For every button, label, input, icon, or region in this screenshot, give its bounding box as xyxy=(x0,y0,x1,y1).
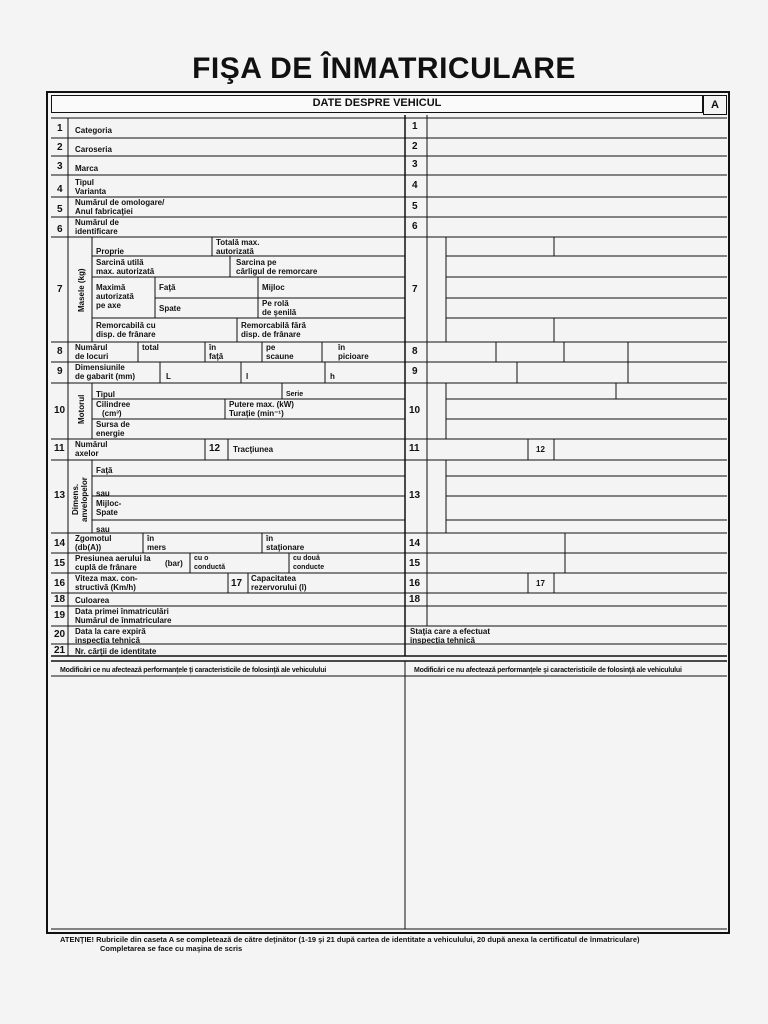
presiune-cudoua-1: cu două xyxy=(293,555,320,562)
putere-1: Putere max. (kW) xyxy=(229,400,294,409)
right-number-11: 11 xyxy=(409,443,420,454)
right-number-16: 16 xyxy=(409,578,421,589)
presiune-cuo-1: cu o xyxy=(194,555,209,562)
statia-label-2: inspecţia tehnică xyxy=(410,636,475,645)
right-number-15: 15 xyxy=(409,558,421,569)
section-title: DATE DESPRE VEHICUL xyxy=(312,97,442,109)
row-9-label-1: Dimensiunile xyxy=(75,363,125,372)
row-8-label-1: Numărul xyxy=(75,343,108,352)
maxima-label-1: Maximă xyxy=(96,283,126,292)
motorul-vertical-label: Motorul xyxy=(77,394,86,424)
dimens-vertical-label-2: anvelopelor xyxy=(80,477,89,522)
row-3-label: Marca xyxy=(75,164,99,173)
right-number-9: 9 xyxy=(412,366,418,377)
row-5-label-1: Numărul de omologare/ xyxy=(75,198,165,207)
modifications-left-heading: Modificări ce nu afectează performanţele ţi caracteristicile de folosinţă ale vehiculului xyxy=(60,667,327,674)
gabarit-l: l xyxy=(246,372,249,381)
row-20-label-1: Data la care expiră xyxy=(75,627,146,636)
gabarit-h: h xyxy=(330,372,335,381)
row-11-label-2: axelor xyxy=(75,449,99,458)
right-number-5: 5 xyxy=(412,201,418,212)
right-number-1: 1 xyxy=(412,121,418,132)
motor-tipul: Tipul xyxy=(96,390,115,399)
dimens-vertical-label-1: Dimens. xyxy=(71,483,80,515)
row-21-label: Nr. cărţii de identitate xyxy=(75,647,157,656)
anvelope-fata: Faţă xyxy=(96,466,113,475)
row-18-number: 18 xyxy=(54,594,66,605)
zgomot-inmers-2: mers xyxy=(147,543,167,552)
totala-label-2: autorizată xyxy=(216,247,254,256)
putere-2: Turaţie (min⁻¹) xyxy=(229,409,284,418)
row-6-label-2: identificare xyxy=(75,227,118,236)
gabarit-L: L xyxy=(166,372,171,381)
right-number-10: 10 xyxy=(409,405,421,416)
row-15-label-1: Presiunea aerului la xyxy=(75,554,151,563)
zgomot-inmers-1: în xyxy=(147,534,155,543)
right-number-14: 14 xyxy=(409,538,421,549)
right-number-18: 18 xyxy=(409,594,421,605)
mijloc-label: Mijloc xyxy=(262,283,285,292)
right-number-7: 7 xyxy=(412,284,418,295)
carlig-label-1: Sarcina pe xyxy=(236,258,277,267)
row-14-number: 14 xyxy=(54,538,66,549)
row-1-label: Categoria xyxy=(75,126,112,135)
presiune-cudoua-2: conducte xyxy=(293,564,325,571)
row-8-label-2: de locuri xyxy=(75,352,109,361)
fata-label: Faţă xyxy=(159,283,176,292)
zgomot-instat-1: în xyxy=(266,534,274,543)
row-9-number: 9 xyxy=(57,366,63,377)
locuri-total: total xyxy=(142,343,159,352)
form-title: FIŞA DE ÎNMATRICULARE xyxy=(192,52,576,85)
row-19-number: 19 xyxy=(54,610,66,621)
anvelope-sau-1: sau xyxy=(96,489,110,498)
row-16-label-2: structivă (Km/h) xyxy=(75,583,136,592)
row-6-label-1: Numărul de xyxy=(75,218,120,227)
row-16-number: 16 xyxy=(54,578,66,589)
right-number-6: 6 xyxy=(412,221,418,232)
row-11-number: 11 xyxy=(54,443,65,454)
row-16-label-1: Viteza max. con- xyxy=(75,574,138,583)
row-4-label-2: Varianta xyxy=(75,187,107,196)
row-2-number: 2 xyxy=(57,142,63,153)
row-6-number: 6 xyxy=(57,224,63,235)
right-number-4: 4 xyxy=(412,180,418,191)
totala-label-1: Totală max. xyxy=(216,238,260,247)
row-1-number: 1 xyxy=(57,123,63,134)
right-number-12: 12 xyxy=(536,445,545,454)
anvelope-sau-2: sau xyxy=(96,525,110,534)
presiune-bar: (bar) xyxy=(165,559,183,568)
box-a-label: A xyxy=(703,95,727,115)
remfara-label-2: disp. de frânare xyxy=(241,330,301,339)
locuri-infata-1: în xyxy=(209,343,217,352)
remcu-label-1: Remorcabilă cu xyxy=(96,321,156,330)
row-14-label-2: (db(A)) xyxy=(75,543,102,552)
presiune-cuo-2: conductă xyxy=(194,564,226,571)
modifications-right-heading: Modificări ce nu afectează performanţele şi caracteristicile de folosinţă ale vehiculului xyxy=(414,667,682,674)
anvelope-mijloc-2: Spate xyxy=(96,508,118,517)
remfara-label-1: Remorcabilă fără xyxy=(241,321,306,330)
carlig-label-2: cârligul de remorcare xyxy=(236,267,318,276)
sursa-2: energie xyxy=(96,429,125,438)
zgomot-instat-2: staţionare xyxy=(266,543,305,552)
row-20-number: 20 xyxy=(54,629,66,640)
maxima-label-3: pe axe xyxy=(96,301,121,310)
sarcina-utila-2: max. autorizată xyxy=(96,267,155,276)
row-21-number: 21 xyxy=(54,645,66,656)
proprie-label: Proprie xyxy=(96,247,125,256)
spate-label: Spate xyxy=(159,304,181,313)
perola-label-1: Pe rolă xyxy=(262,299,289,308)
footer-instruction: Completarea se face cu maşina de scris xyxy=(100,944,243,953)
row-5-label-2: Anul fabricaţiei xyxy=(75,207,133,216)
row-15-number: 15 xyxy=(54,558,66,569)
right-number-17: 17 xyxy=(536,579,545,588)
sursa-1: Sursa de xyxy=(96,420,130,429)
motor-serie: Serie xyxy=(286,391,304,398)
locuri-inpicioare-2: picioare xyxy=(338,352,369,361)
locuri-inpicioare-1: în xyxy=(338,343,346,352)
masele-vertical-label: Masele (kg) xyxy=(77,268,86,312)
row-17-number: 17 xyxy=(231,578,243,589)
row-10-number: 10 xyxy=(54,405,66,416)
row-20-label-2: inspecţia tehnică xyxy=(75,636,140,645)
right-number-13: 13 xyxy=(409,490,421,501)
locuri-pescaune-1: pe xyxy=(266,343,276,352)
row-2-label: Caroseria xyxy=(75,145,112,154)
row-9-label-2: de gabarit (mm) xyxy=(75,372,136,381)
perola-label-2: de şenilă xyxy=(262,308,297,317)
sarcina-utila-1: Sarcină utilă xyxy=(96,258,144,267)
row-17-label-2: rezervorului (l) xyxy=(251,583,307,592)
row-18-label: Culoarea xyxy=(75,596,110,605)
locuri-infata-2: faţă xyxy=(209,352,224,361)
row-4-number: 4 xyxy=(57,184,63,195)
anvelope-mijloc-1: Mijloc- xyxy=(96,499,122,508)
row-14-label-1: Zgomotul xyxy=(75,534,112,543)
row-19-label-1: Data primei înmatriculări xyxy=(75,607,169,616)
row-15-label-2: cuplă de frânare xyxy=(75,563,137,572)
row-12-number: 12 xyxy=(209,443,221,454)
row-7-number: 7 xyxy=(57,284,63,295)
right-number-8: 8 xyxy=(412,346,418,357)
row-8-number: 8 xyxy=(57,346,63,357)
row-3-number: 3 xyxy=(57,161,63,172)
right-number-2: 2 xyxy=(412,141,418,152)
row-4-label-1: Tipul xyxy=(75,178,94,187)
row-11-label-1: Numărul xyxy=(75,440,108,449)
maxima-label-2: autorizată xyxy=(96,292,134,301)
cilindree-2: (cm³) xyxy=(102,409,122,418)
row-19-label-2: Numărul de înmatriculare xyxy=(75,616,172,625)
row-12-label: Tracţiunea xyxy=(233,445,274,454)
right-number-3: 3 xyxy=(412,159,418,170)
locuri-pescaune-2: scaune xyxy=(266,352,294,361)
row-13-number: 13 xyxy=(54,490,66,501)
statia-label-1: Staţia care a efectuat xyxy=(410,627,491,636)
row-5-number: 5 xyxy=(57,204,63,215)
cilindree-1: Cilindree xyxy=(96,400,131,409)
row-17-label-1: Capacitatea xyxy=(251,574,296,583)
remcu-label-2: disp. de frânare xyxy=(96,330,156,339)
footer-notice: ATENŢIE! Rubricile din caseta A se completează de către deţinător (1-19 şi 21 după cartea de identitate a vehiculului, 20 după anexa la certificatul de înmatriculare) xyxy=(60,935,640,944)
